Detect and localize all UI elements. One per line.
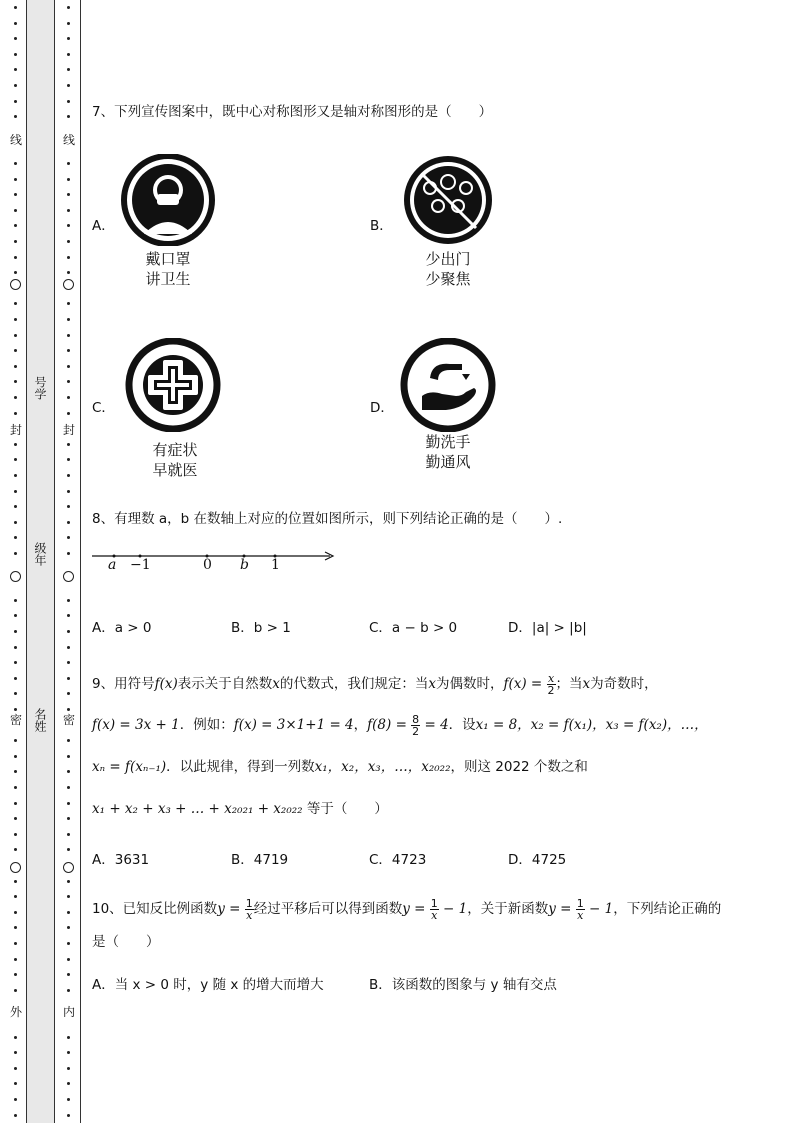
binding-dot xyxy=(67,318,70,321)
binding-dot xyxy=(14,380,17,383)
binding-dot xyxy=(14,833,17,836)
binding-dot xyxy=(67,193,70,196)
binding-dot xyxy=(14,942,17,945)
binding-dot xyxy=(67,115,70,118)
binding-dot xyxy=(14,770,17,773)
binding-dot xyxy=(67,926,70,929)
binding-dot xyxy=(14,68,17,71)
binding-dot xyxy=(67,1082,70,1085)
binding-dot xyxy=(67,302,70,305)
binding-dot xyxy=(14,115,17,118)
binding-dot xyxy=(67,271,70,274)
binding-dot xyxy=(67,256,70,259)
q8-option-d: D．|a| > |b| xyxy=(508,620,587,636)
binding-dot xyxy=(67,521,70,524)
binding-dot xyxy=(14,895,17,898)
binding-dot xyxy=(67,786,70,789)
q9-option-d: D．4725 xyxy=(508,852,567,868)
binding-dot xyxy=(67,412,70,415)
binding-dot xyxy=(67,37,70,40)
inner-dotted-line xyxy=(63,0,75,1123)
binding-dot xyxy=(14,302,17,305)
binding-dot xyxy=(14,53,17,56)
binding-dot xyxy=(14,458,17,461)
binding-dot xyxy=(67,614,70,617)
axis-label-b: b xyxy=(240,557,249,573)
binding-circle xyxy=(10,862,21,873)
binding-dot xyxy=(14,162,17,165)
binding-dot xyxy=(14,661,17,664)
binding-dot xyxy=(67,84,70,87)
binding-circle xyxy=(10,279,21,290)
q9-option-a: A．3631 xyxy=(92,852,150,868)
binding-dot xyxy=(14,490,17,493)
binding-dot xyxy=(14,505,17,508)
binding-dot xyxy=(67,1067,70,1070)
binding-dot xyxy=(67,630,70,633)
binding-dot xyxy=(67,334,70,337)
q9-option-b: B．4719 xyxy=(231,852,289,868)
binding-circle xyxy=(63,571,74,582)
binding-dot xyxy=(14,412,17,415)
binding-dot xyxy=(67,224,70,227)
binding-dot xyxy=(67,646,70,649)
binding-circle xyxy=(63,862,74,873)
binding-dot xyxy=(14,271,17,274)
binding-dot xyxy=(14,1114,17,1117)
binding-dot xyxy=(14,1036,17,1039)
binding-dot xyxy=(67,178,70,181)
label-grade: 级年 xyxy=(33,542,47,566)
binding-char: 外 xyxy=(9,1005,22,1019)
label-name: 名姓 xyxy=(33,708,47,732)
binding-dot xyxy=(14,755,17,758)
binding-dot xyxy=(67,490,70,493)
binding-dot xyxy=(14,256,17,259)
q10-option-b: B．该函数的图象与 y 轴有交点 xyxy=(369,977,557,993)
binding-dot xyxy=(14,318,17,321)
binding-dot xyxy=(14,880,17,883)
binding-dot xyxy=(14,443,17,446)
binding-char: 线 xyxy=(9,133,22,147)
binding-dot xyxy=(14,646,17,649)
q9-line4: x₁ + x₂ + x₃ + … + x₂₀₂₁ + x₂₀₂₂ 等于（ ） xyxy=(92,801,388,817)
binding-dot xyxy=(67,848,70,851)
q8-stem: 8、有理数 a，b 在数轴上对应的位置如图所示，则下列结论正确的是（ ）. xyxy=(92,511,563,527)
q9-line3: xₙ = f(xₙ₋₁)．以此规律，得到一列数x₁，x₂，x₃，…，x₂₀₂₂，则这 2022 个数之和 xyxy=(92,759,588,775)
binding-dot xyxy=(14,973,17,976)
binding-char: 内 xyxy=(62,1005,75,1019)
q7-option-b-caption: 少出门 少聚焦 xyxy=(425,250,471,288)
binding-dot xyxy=(14,614,17,617)
binding-dot xyxy=(67,100,70,103)
binding-dot xyxy=(67,661,70,664)
binding-dot xyxy=(67,443,70,446)
binding-dot xyxy=(67,505,70,508)
q9-line1: 9、用符号f(x)表示关于自然数x的代数式，我们规定：当x为偶数时，f(x) = $\frac{x}{2}$ ；当x为奇数时， xyxy=(92,671,658,697)
binding-dot xyxy=(14,739,17,742)
binding-dot xyxy=(67,755,70,758)
binding-dot xyxy=(14,817,17,820)
binding-dot xyxy=(14,6,17,9)
binding-dot xyxy=(67,692,70,695)
binding-dot xyxy=(14,802,17,805)
binding-circle xyxy=(63,279,74,290)
binding-dot xyxy=(67,474,70,477)
binding-dot xyxy=(67,68,70,71)
binding-dot xyxy=(14,848,17,851)
binding-char: 封 xyxy=(9,423,22,437)
binding-dot xyxy=(14,911,17,914)
q7-option-d-caption: 勤洗手 勤通风 xyxy=(425,433,471,471)
binding-dot xyxy=(67,833,70,836)
binding-dot xyxy=(67,973,70,976)
q7-option-a-letter: A． xyxy=(92,218,115,234)
binding-dot xyxy=(67,1036,70,1039)
binding-dot xyxy=(67,536,70,539)
binding-dot xyxy=(14,100,17,103)
q7-option-c-caption: 有症状 早就医 xyxy=(152,441,198,479)
handwash-icon xyxy=(400,338,496,436)
binding-dot xyxy=(14,474,17,477)
q10-line1: 10、已知反比例函数y = $\frac{1}{x}$ 经过平移后可以得到函数y = $\frac{1}{x}$ − 1，关于新函数y = $\frac{1}{x}$ − 1，下列结论正确的 xyxy=(92,896,722,922)
binding-dot xyxy=(67,209,70,212)
axis-label-a: a xyxy=(108,557,117,573)
margin-border xyxy=(80,0,81,1123)
binding-dot xyxy=(67,1051,70,1054)
q8-option-b: B．b > 1 xyxy=(231,620,291,636)
binding-dot xyxy=(67,349,70,352)
binding-dot xyxy=(67,1098,70,1101)
binding-dot xyxy=(14,1067,17,1070)
binding-dot xyxy=(14,926,17,929)
binding-dot xyxy=(67,895,70,898)
axis-label-0: 0 xyxy=(203,557,212,573)
binding-dot xyxy=(14,552,17,555)
binding-dot xyxy=(14,692,17,695)
binding-char: 密 xyxy=(9,713,22,727)
binding-dot xyxy=(67,770,70,773)
binding-dot xyxy=(14,599,17,602)
binding-dot xyxy=(14,1051,17,1054)
binding-dot xyxy=(67,708,70,711)
binding-dot xyxy=(67,396,70,399)
binding-dot xyxy=(67,1114,70,1117)
binding-dot xyxy=(14,22,17,25)
binding-dot xyxy=(14,178,17,181)
axis-label-neg1: −1 xyxy=(130,557,151,573)
binding-dot xyxy=(14,786,17,789)
q8-option-c: C．a − b > 0 xyxy=(369,620,458,636)
binding-dot xyxy=(67,817,70,820)
binding-dot xyxy=(14,365,17,368)
binding-dot xyxy=(14,521,17,524)
binding-dot xyxy=(67,22,70,25)
q9-line2: f(x) = 3x + 1．例如：f(x) = 3×1+1 = 4，f(8) = $\frac{8}{2}$ = 4．设x₁ = 8，x₂ = f(x₁)，x₃ = f(x₂)，…， xyxy=(92,712,708,738)
binding-dot xyxy=(67,942,70,945)
q7-option-d-letter: D． xyxy=(370,400,394,416)
q10-option-a: A．当 x > 0 时，y 随 x 的增大而增大 xyxy=(92,977,324,993)
binding-circle xyxy=(10,571,21,582)
binding-dot xyxy=(67,989,70,992)
binding-char: 线 xyxy=(62,133,75,147)
binding-dot xyxy=(14,708,17,711)
binding-dot xyxy=(67,802,70,805)
binding-dot xyxy=(14,37,17,40)
binding-dot xyxy=(67,380,70,383)
binding-dot xyxy=(14,630,17,633)
q8-option-a: A．a > 0 xyxy=(92,620,152,636)
binding-dot xyxy=(67,677,70,680)
binding-dot xyxy=(67,958,70,961)
binding-dot xyxy=(67,6,70,9)
binding-dot xyxy=(14,1098,17,1101)
label-student-number: 号学 xyxy=(33,376,47,400)
binding-dot xyxy=(67,599,70,602)
binding-char: 封 xyxy=(62,423,75,437)
q9-option-c: C．4723 xyxy=(369,852,427,868)
binding-dot xyxy=(14,224,17,227)
binding-dot xyxy=(67,53,70,56)
binding-dot xyxy=(14,334,17,337)
binding-dot xyxy=(14,1082,17,1085)
binding-dot xyxy=(67,162,70,165)
binding-dot xyxy=(14,349,17,352)
binding-dot xyxy=(14,989,17,992)
mask-person-icon xyxy=(120,154,216,250)
binding-dot xyxy=(14,193,17,196)
q7-stem: 7、下列宣传图案中，既中心对称图形又是轴对称图形的是（ ） xyxy=(92,104,493,120)
binding-margin xyxy=(0,0,82,1123)
medical-cross-icon xyxy=(125,338,221,436)
binding-dot xyxy=(67,552,70,555)
binding-dot xyxy=(14,958,17,961)
binding-dot xyxy=(67,880,70,883)
axis-label-1: 1 xyxy=(271,557,280,573)
binding-dot xyxy=(67,911,70,914)
binding-dot xyxy=(14,536,17,539)
binding-dot xyxy=(14,677,17,680)
crowd-forbidden-icon xyxy=(400,154,496,250)
binding-dot xyxy=(67,365,70,368)
binding-dot xyxy=(14,240,17,243)
binding-char: 密 xyxy=(62,713,75,727)
binding-dot xyxy=(14,209,17,212)
q7-option-a-caption: 戴口罩 讲卫生 xyxy=(145,250,191,288)
binding-dot xyxy=(14,396,17,399)
q7-option-b-letter: B． xyxy=(370,218,393,234)
q10-line2: 是（ ） xyxy=(92,934,160,950)
binding-dot xyxy=(14,84,17,87)
binding-dot xyxy=(67,240,70,243)
outer-dotted-line xyxy=(10,0,22,1123)
q7-option-c-letter: C． xyxy=(92,400,115,416)
binding-dot xyxy=(67,739,70,742)
binding-dot xyxy=(67,458,70,461)
number-line xyxy=(92,544,336,582)
